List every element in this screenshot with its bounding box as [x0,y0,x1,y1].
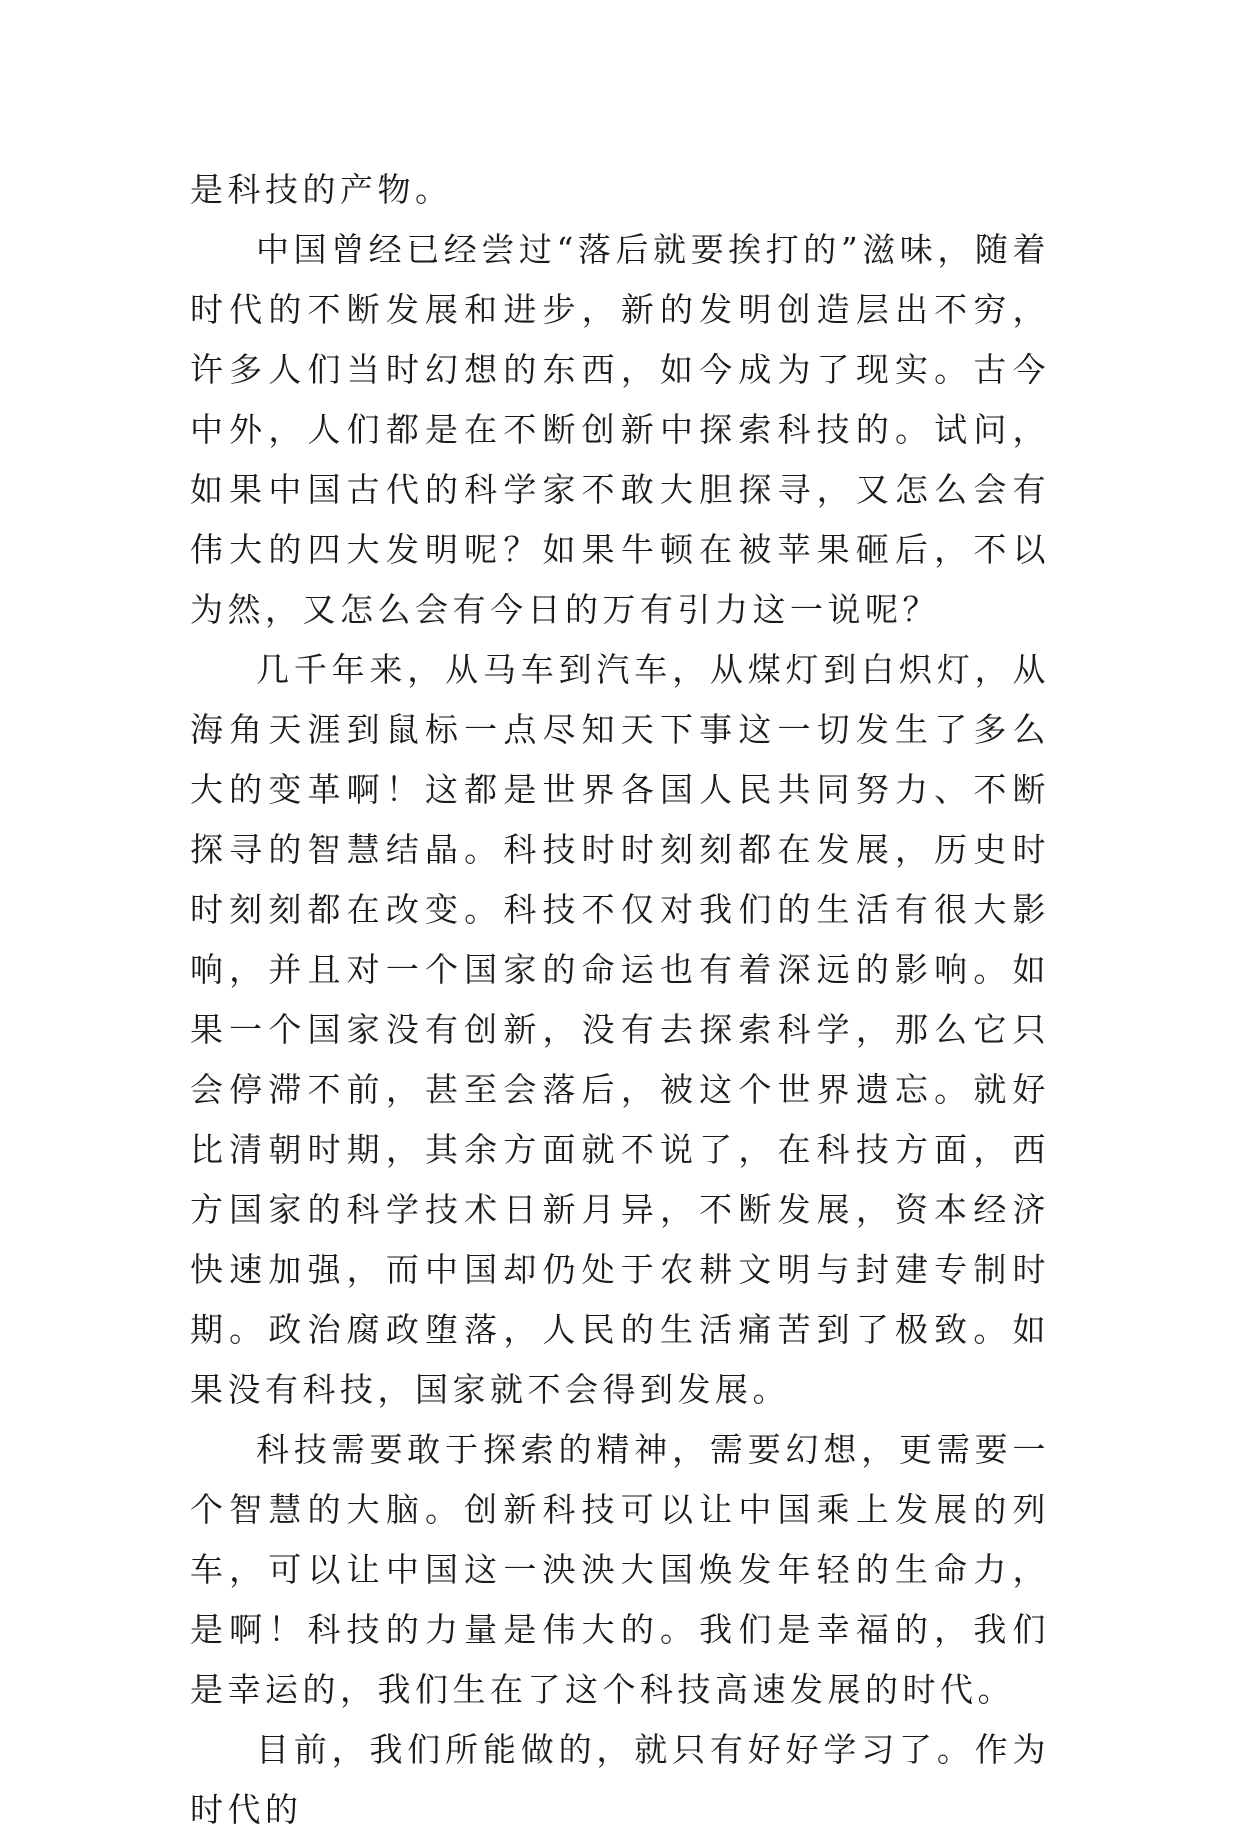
paragraph-1: 是科技的产物。 [190,170,453,209]
paragraph-5: 目前，我们所能做的，就只有好好学习了。作为时代的 [190,1730,1050,1829]
paragraph-2: 中国曾经已经尝过“落后就要挨打的”滋味，随着时代的不断发展和进步，新的发明创造层出不穷，许多人们当时幻想的东西，如今成为了现实。古今中外，人们都是在不断创新中探索科技的。试问，如果中国古代的科学家不敢大胆探寻，又怎么会有伟大的四大发明呢？如果牛顿在被苹果砸后，不以为然，又怎么会有今日的万有引力这一说呢？ [190,230,1050,629]
paragraph-3: 几千年来，从马车到汽车，从煤灯到白炽灯，从海角天涯到鼠标一点尽知天下事这一切发生了多么大的变革啊！这都是世界各国人民共同努力、不断探寻的智慧结晶。科技时时刻刻都在发展，历史时时刻刻都在改变。科技不仅对我们的生活有很大影响，并且对一个国家的命运也有着深远的影响。如果一个国家没有创新，没有去探索科学，那么它只会停滞不前，甚至会落后，被这个世界遗忘。就好比清朝时期，其余方面就不说了，在科技方面，西方国家的科学技术日新月异，不断发展，资本经济快速加强，而中国却仍处于农耕文明与封建专制时期。政治腐政堕落，人民的生活痛苦到了极致。如果没有科技，国家就不会得到发展。 [190,650,1050,1409]
body-text [190,160,1050,1840]
paragraph-4: 科技需要敢于探索的精神，需要幻想，更需要一个智慧的大脑。创新科技可以让中国乘上发展的列车，可以让中国这一泱泱大国焕发年轻的生命力，是啊！科技的力量是伟大的。我们是幸福的，我们是幸运的，我们生在了这个科技高速发展的时代。 [190,1430,1050,1709]
